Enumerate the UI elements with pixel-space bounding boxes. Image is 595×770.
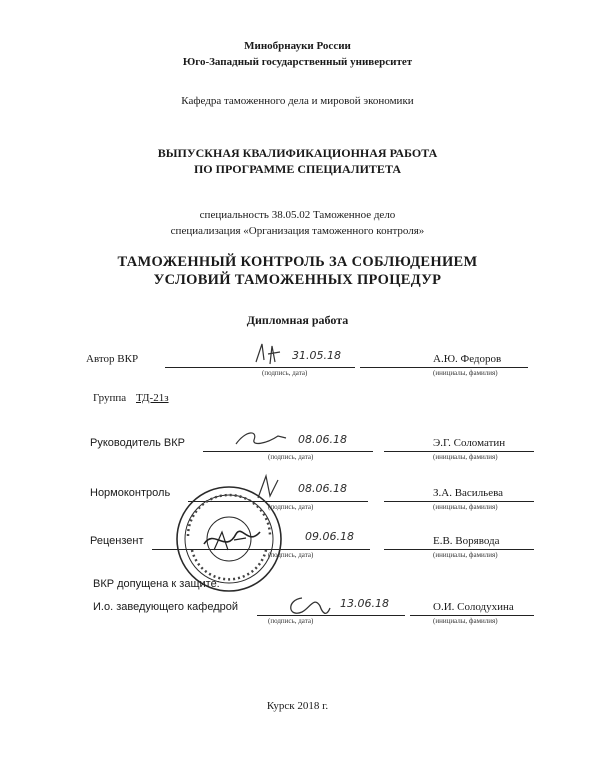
author-signature-icon bbox=[250, 340, 290, 370]
head-name-line bbox=[410, 615, 534, 616]
admission-label: ВКР допущена к защите: bbox=[93, 578, 220, 590]
thesis-title-line1: ТАМОЖЕННЫЙ КОНТРОЛЬ ЗА СОБЛЮДЕНИЕМ bbox=[117, 254, 478, 270]
reviewer-name-caption: (инициалы, фамилия) bbox=[433, 551, 498, 559]
supervisor-label: Руководитель ВКР bbox=[90, 437, 186, 449]
subtitle: Дипломная работа bbox=[246, 313, 349, 327]
department: Кафедра таможенного дела и мировой экономики bbox=[181, 95, 414, 107]
author-name-line bbox=[360, 367, 528, 368]
head-date: 13.06.18 bbox=[340, 597, 389, 610]
work-type-line2: ПО ПРОГРАММЕ СПЕЦИАЛИТЕТА bbox=[193, 162, 402, 176]
normcontrol-label: Нормоконтроль bbox=[90, 487, 171, 499]
reviewer-name-line bbox=[384, 549, 534, 550]
normcontrol-name-caption: (инициалы, фамилия) bbox=[433, 503, 498, 511]
head-name: О.И. Солодухина bbox=[433, 601, 514, 613]
supervisor-name-line bbox=[384, 451, 534, 452]
supervisor-sign-caption: (подпись, дата) bbox=[268, 453, 314, 461]
thesis-title-line2: УСЛОВИЙ ТАМОЖЕННЫХ ПРОЦЕДУР bbox=[153, 272, 442, 288]
normcontrol-name: З.А. Васильева bbox=[433, 487, 504, 499]
group-label: Группа bbox=[93, 392, 127, 404]
normcontrol-date: 08.06.18 bbox=[298, 482, 347, 495]
reviewer-name: Е.В. Ворявода bbox=[433, 535, 500, 547]
reviewer-sign-caption: (подпись, дата) bbox=[268, 551, 314, 559]
author-sign-caption: (подпись, дата) bbox=[262, 369, 308, 377]
head-signature-icon bbox=[280, 588, 340, 628]
reviewer-label: Рецензент bbox=[90, 535, 144, 547]
normcontrol-sign-caption: (подпись, дата) bbox=[268, 503, 314, 511]
author-name: А.Ю. Федоров bbox=[433, 353, 502, 365]
university: Юго-Западный государственный университет bbox=[182, 56, 413, 68]
head-sign-caption: (подпись, дата) bbox=[268, 617, 314, 625]
work-type-line1: ВЫПУСКНАЯ КВАЛИФИКАЦИОННАЯ РАБОТА bbox=[157, 146, 438, 160]
specialty: специальность 38.05.02 Таможенное дело bbox=[199, 209, 396, 221]
author-label: Автор ВКР bbox=[86, 353, 139, 365]
supervisor-name-caption: (инициалы, фамилия) bbox=[433, 453, 498, 461]
author-date: 31.05.18 bbox=[292, 349, 341, 362]
group-value: ТД-21з bbox=[136, 392, 169, 404]
author-name-caption: (инициалы, фамилия) bbox=[433, 369, 498, 377]
head-label: И.о. заведующего кафедрой bbox=[93, 601, 239, 613]
normcontrol-name-line bbox=[384, 501, 534, 502]
specialization: специализация «Организация таможенного контроля» bbox=[170, 225, 425, 237]
reviewer-date: 09.06.18 bbox=[305, 530, 354, 543]
ministry: Минобрнауки России bbox=[244, 40, 351, 52]
city-year: Курск 2018 г. bbox=[266, 700, 329, 712]
supervisor-signature-icon bbox=[232, 426, 292, 452]
supervisor-name: Э.Г. Соломатин bbox=[433, 437, 506, 449]
supervisor-date: 08.06.18 bbox=[298, 433, 347, 446]
head-name-caption: (инициалы, фамилия) bbox=[433, 617, 498, 625]
